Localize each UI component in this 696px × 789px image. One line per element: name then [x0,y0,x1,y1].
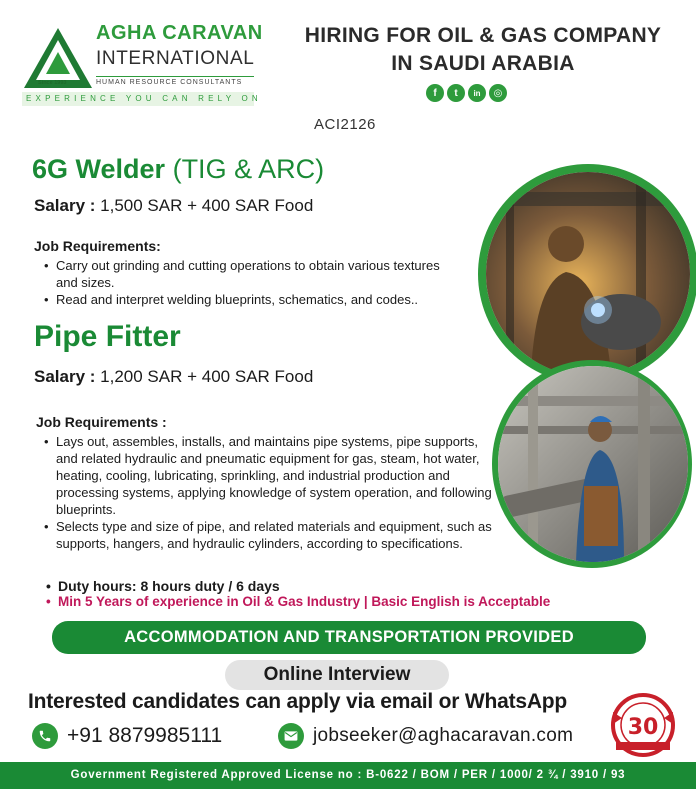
job1-requirements-heading: Job Requirements: [34,238,161,254]
facebook-icon[interactable]: f [426,84,444,102]
company-logo [22,18,263,106]
linkedin-icon[interactable]: in [468,84,486,102]
job-conditions [44,578,550,609]
hiring-headline-line2: IN SAUDI ARABIA [391,52,575,75]
photo-frame-pipefitter [498,366,688,562]
anniversary-badge [608,690,678,760]
online-interview-pill: Online Interview [225,660,449,690]
list-item: • Read and interpret welding blueprints, schematics, and codes.. [40,291,500,308]
logo-name-line1: AGHA CARAVAN [96,22,263,44]
job2-salary-value: 1,200 SAR + 400 SAR Food [100,367,314,386]
list-item: • Lays out, assembles, installs, and maintains pipe systems, pipe supports, and related hydraulic and pneumatic equipment for gas, steam, hot water, heating, cooling, lubricating, sprinkling, and industrial production and processing systems, applying knowledge of system operation, and following blueprints. [40,433,492,518]
license-footer: Government Registered Approved License no : B-0622 / BOM / PER / 1000/ 2 ¾ / 3910 / 93 [0,762,696,789]
list-item: • Carry out grinding and cutting operations to obtain various textures and sizes. [40,257,450,291]
phone-number[interactable]: +91 8879985111 [67,724,223,747]
logo-tagline: EXPERIENCE YOU CAN RELY ON [22,92,254,106]
job1-salary [34,196,313,216]
pipefitter-photo-icon [498,366,688,562]
anniversary-badge-icon [608,690,678,760]
logo-name-line2: INTERNATIONAL [96,48,255,69]
email-address[interactable]: jobseeker@aghacaravan.com [313,725,574,746]
hiring-headline [284,22,682,78]
job1-title [32,154,324,185]
job1-salary-value: 1,500 SAR + 400 SAR Food [100,196,314,215]
logo-since: Since 1993 [38,80,67,86]
phone-icon [32,723,58,749]
photo-frame-welder [486,172,690,376]
job2-salary-label: Salary : [34,367,96,386]
job1-salary-label: Salary : [34,196,96,215]
social-links [426,84,507,102]
logo-subtitle: HUMAN RESOURCE CONSULTANTS [96,76,254,86]
instagram-icon[interactable]: ◎ [489,84,507,102]
job-reference: ACI2126 [314,116,376,133]
list-item: • Selects type and size of pipe, and related materials and equipment, such as supports, hangers, and hydraulic cylinders, according to specifications. [40,518,492,552]
job2-salary [34,367,313,387]
hiring-headline-line1: HIRING FOR OIL & GAS COMPANY [304,24,662,47]
job1-requirements-list [40,257,450,308]
apply-instructions: Interested candidates can apply via email or WhatsApp [28,690,568,713]
email-icon [278,723,304,749]
badge-number: 30 [627,715,659,740]
accommodation-banner: ACCOMMODATION AND TRANSPORTATION PROVIDED [52,621,646,654]
welder-photo-icon [486,172,690,376]
job2-requirements-list [40,433,492,552]
job2-title: Pipe Fitter [34,320,181,353]
duty-hours: • Duty hours: 8 hours duty / 6 days [44,578,550,594]
email-contact[interactable] [278,722,573,750]
job1-title-main: 6G Welder [32,154,166,184]
phone-contact[interactable] [32,722,222,750]
experience-requirement: • Min 5 Years of experience in Oil & Gas Industry | Basic English is Acceptable [44,594,550,609]
job1-title-suffix: (TIG & ARC) [172,154,325,184]
twitter-icon[interactable]: t [447,84,465,102]
job2-requirements-heading: Job Requirements : [36,414,167,430]
